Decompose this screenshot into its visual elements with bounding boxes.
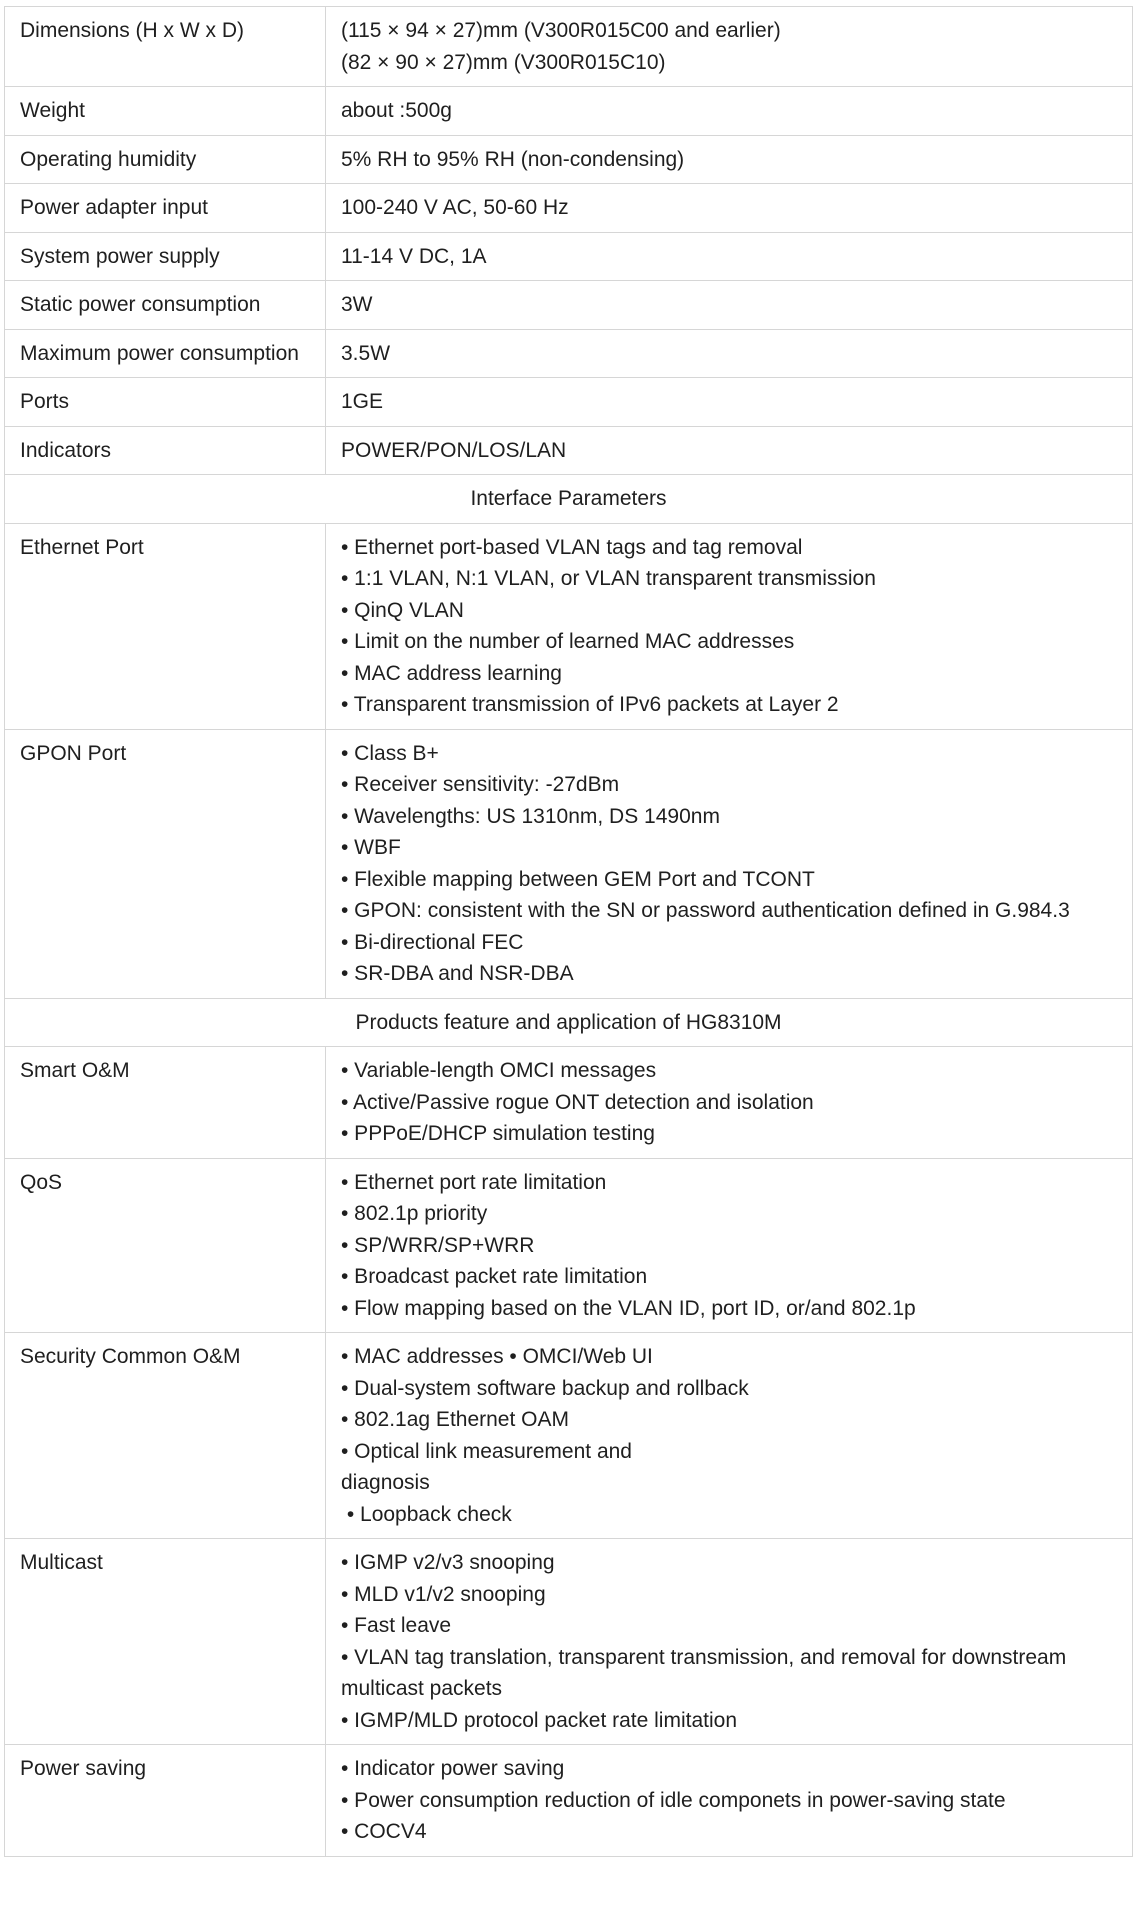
row-value xyxy=(326,87,1133,136)
value-line: 3.5W xyxy=(341,341,391,365)
section-header-interface: Interface Parameters xyxy=(5,475,1133,524)
value-line: • Loopback check xyxy=(341,1502,512,1526)
row-label: Dimensions (H x W x D) xyxy=(5,7,326,87)
value-line: • Power consumption reduction of idle componets in power-saving state xyxy=(341,1788,1006,1812)
table-row xyxy=(5,1539,1133,1745)
row-label: Weight xyxy=(5,87,326,136)
table-row xyxy=(5,378,1133,427)
value-line: • 802.1p priority xyxy=(341,1202,488,1225)
value-line: • Ethernet port rate limitation xyxy=(341,1170,607,1194)
value-line: • Fast leave xyxy=(341,1614,452,1637)
table-row xyxy=(5,87,1133,136)
spec-table-body xyxy=(5,7,1133,1857)
value-line: • Class B+ xyxy=(341,741,439,765)
value-line: • PPPoE/DHCP simulation testing xyxy=(341,1122,655,1145)
value-line: • Receiver sensitivity: -27dBm xyxy=(341,773,620,796)
value-line: POWER/PON/LOS/LAN xyxy=(341,438,567,462)
row-label: Security Common O&M xyxy=(5,1333,326,1539)
value-line: • QinQ VLAN xyxy=(341,598,464,622)
value-line: • Ethernet port-based VLAN tags and tag removal xyxy=(341,535,803,559)
table-row xyxy=(5,232,1133,281)
value-line: • MAC address learning xyxy=(341,661,562,685)
value-line: • GPON: consistent with the SN or password authentication defined in G.984.3 xyxy=(341,899,1070,922)
value-line: • Wavelengths: US 1310nm, DS 1490nm xyxy=(341,804,720,828)
value-line: • VLAN tag translation, transparent transmission, and removal for downstream multicast packets xyxy=(341,1645,1067,1700)
value-line: • Dual-system software backup and rollback xyxy=(341,1376,749,1400)
spec-table xyxy=(4,6,1133,1857)
value-line: 100-240 V AC, 50-60 Hz xyxy=(341,196,569,219)
row-label: Multicast xyxy=(5,1539,326,1745)
value-line: (115 × 94 × 27)mm (V300R015C00 and earlier) xyxy=(341,19,781,42)
row-label: QoS xyxy=(5,1158,326,1333)
row-label: Ethernet Port xyxy=(5,523,326,729)
section-header-row xyxy=(5,475,1133,524)
row-value xyxy=(326,7,1133,87)
row-value xyxy=(326,1047,1133,1159)
value-line: • WBF xyxy=(341,836,401,859)
table-row xyxy=(5,329,1133,378)
row-value xyxy=(326,281,1133,330)
table-row xyxy=(5,1745,1133,1857)
table-row xyxy=(5,184,1133,233)
value-line: 11-14 V DC, 1A xyxy=(341,244,487,268)
row-value xyxy=(326,135,1133,184)
table-row xyxy=(5,1047,1133,1159)
table-row xyxy=(5,7,1133,87)
table-row xyxy=(5,729,1133,998)
value-line: • 802.1ag Ethernet OAM xyxy=(341,1408,569,1431)
value-line: • Limit on the number of learned MAC addresses xyxy=(341,630,795,653)
value-line: • 1:1 VLAN, N:1 VLAN, or VLAN transparent transmission xyxy=(341,567,876,590)
row-value xyxy=(326,426,1133,475)
value-line: about :500g xyxy=(341,99,452,122)
row-value xyxy=(326,1539,1133,1745)
row-label: Indicators xyxy=(5,426,326,475)
table-row xyxy=(5,1333,1133,1539)
row-label: Maximum power consumption xyxy=(5,329,326,378)
row-value xyxy=(326,1745,1133,1857)
value-line: • SP/WRR/SP+WRR xyxy=(341,1233,535,1257)
row-label: System power supply xyxy=(5,232,326,281)
value-line: • Broadcast packet rate limitation xyxy=(341,1265,648,1288)
value-line: (82 × 90 × 27)mm (V300R015C10) xyxy=(341,50,666,74)
row-label: Static power consumption xyxy=(5,281,326,330)
value-line: • IGMP v2/v3 snooping xyxy=(341,1551,555,1574)
row-value xyxy=(326,1333,1133,1539)
row-value xyxy=(326,378,1133,427)
table-row xyxy=(5,523,1133,729)
row-label: Ports xyxy=(5,378,326,427)
table-row xyxy=(5,135,1133,184)
row-value xyxy=(326,523,1133,729)
row-value xyxy=(326,1158,1133,1333)
value-line: • Bi-directional FEC xyxy=(341,930,524,954)
value-line: • Variable-length OMCI messages xyxy=(341,1059,657,1082)
row-label: Operating humidity xyxy=(5,135,326,184)
row-value xyxy=(326,232,1133,281)
value-line: • Indicator power saving xyxy=(341,1757,565,1780)
row-label: Power adapter input xyxy=(5,184,326,233)
section-header-row xyxy=(5,998,1133,1047)
value-line: • Flexible mapping between GEM Port and TCONT xyxy=(341,867,815,891)
row-label: GPON Port xyxy=(5,729,326,998)
row-label: Power saving xyxy=(5,1745,326,1857)
table-row xyxy=(5,1158,1133,1333)
value-line: diagnosis xyxy=(341,1471,430,1494)
table-row xyxy=(5,426,1133,475)
value-line: • SR-DBA and NSR-DBA xyxy=(341,962,574,985)
spec-table-container xyxy=(4,6,1132,1857)
section-header-products: Products feature and application of HG8310M xyxy=(5,998,1133,1047)
row-value xyxy=(326,184,1133,233)
value-line: 3W xyxy=(341,293,373,316)
value-line: • Transparent transmission of IPv6 packets at Layer 2 xyxy=(341,693,839,716)
row-label: Smart O&M xyxy=(5,1047,326,1159)
row-value xyxy=(326,729,1133,998)
value-line: • Flow mapping based on the VLAN ID, port ID, or/and 802.1p xyxy=(341,1296,916,1320)
value-line: • IGMP/MLD protocol packet rate limitation xyxy=(341,1708,737,1732)
table-row xyxy=(5,281,1133,330)
value-line: • MAC addresses • OMCI/Web UI xyxy=(341,1345,653,1368)
value-line: 5% RH to 95% RH (non-condensing) xyxy=(341,147,685,171)
row-value xyxy=(326,329,1133,378)
value-line: • MLD v1/v2 snooping xyxy=(341,1582,546,1606)
value-line: 1GE xyxy=(341,390,384,413)
value-line: • Active/Passive rogue ONT detection and isolation xyxy=(341,1090,814,1114)
value-line: • Optical link measurement and xyxy=(341,1439,632,1463)
value-line: • COCV4 xyxy=(341,1820,427,1843)
